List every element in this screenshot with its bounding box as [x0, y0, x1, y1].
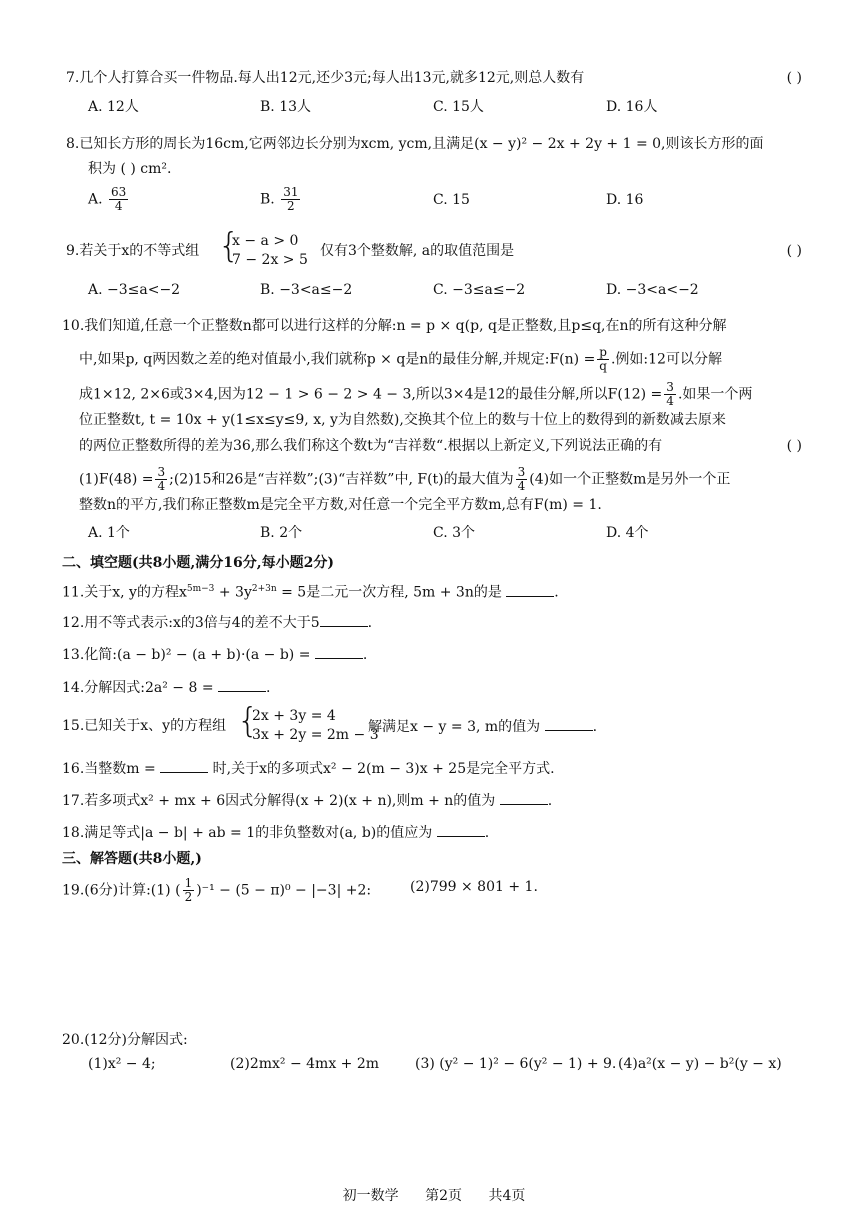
q20-part-3: (3) (y² − 1)² − 6(y² − 1) + 9.	[415, 1056, 617, 1072]
q19-text: 19.(6分)计算:(1)	[62, 882, 171, 899]
q11-exponent-x: 5m−3	[186, 584, 215, 594]
q7-option-d: D. 16人	[606, 99, 658, 115]
footer-total-pages: 共4页	[488, 1188, 526, 1204]
q10-line6-tail: (4)如一个正整数m是另外一个正	[529, 471, 731, 488]
q20-stem: 20.(12分)分解因式:	[62, 1032, 188, 1048]
q20-part-4: (4)a²(x − y) − b²(y − x)	[618, 1056, 782, 1072]
q10-line3	[79, 381, 752, 408]
q9-option-a: A. −3≤a<−2	[88, 282, 181, 298]
q12-answer-blank[interactable]	[320, 612, 368, 627]
q18	[62, 822, 489, 843]
q7-stem: 7.几个人打算合买一件物品.每人出12元,还少3元;每人出13元,就多12元,则总人数有	[66, 70, 585, 86]
q19-fraction-one-half	[183, 877, 195, 904]
fraction-denominator: 2	[184, 890, 193, 904]
q9-system-brace: {	[218, 226, 240, 266]
q9-stem-post: 仅有3个整数解, a的取值范围是	[320, 243, 515, 259]
fraction-denominator: q	[599, 359, 607, 373]
fraction-numerator: 63	[111, 185, 127, 199]
q10-line3-text: 成1×12, 2×6或3×4,因为12 − 1 > 6 − 2 > 4 − 3,所以3×4是12的最佳分解,所以F(12) =	[79, 386, 663, 403]
q10-line5: 的两位正整数所得的差为36,那么我们称这个数t为“吉祥数“.根据以上新定义,下列说法正确的有	[79, 438, 663, 454]
fraction-denominator: 4	[666, 394, 674, 408]
q10-option-b: B. 2个	[260, 525, 303, 541]
fraction-numerator: p	[599, 345, 607, 359]
q13-text: 13.化简:(a − b)² − (a + b)·(a − b) =	[62, 647, 311, 663]
q17-text: 17.若多项式x² + mx + 6因式分解得(x + 2)(x + n),则m + n的值为	[62, 793, 496, 809]
q8-option-b-label: B.	[260, 191, 275, 208]
q7-option-a: A. 12人	[88, 99, 139, 115]
q11-exponent-y: 2+3n	[251, 584, 277, 594]
q7-answer-paren: ( )	[786, 70, 802, 86]
q7-option-b: B. 13人	[260, 99, 312, 115]
q19-part2: (2)799 × 801 + 1.	[410, 879, 538, 895]
q9-stem-pre: 9.若关于x的不等式组	[66, 243, 200, 259]
q19: 19.(6分)计算:(1) ( $\frac{1}{2}$ )⁻¹ − (5 − π)⁰ − |−3| +2:	[62, 876, 372, 904]
q17	[62, 790, 552, 811]
q14-text: 14.分解因式:2a² − 8 =	[62, 680, 214, 696]
q10-line1: 10.我们知道,任意一个正整数n都可以进行这样的分解:n = p × q(p, q是正整数,且p≤q,在n的所有这种分解	[62, 318, 727, 334]
q13-answer-blank[interactable]	[315, 644, 363, 659]
fraction-denominator: 4	[114, 199, 123, 213]
q15-equation-2: 3x + 2y = 2m − 3	[252, 727, 379, 743]
q15-period: .	[592, 719, 598, 735]
q11-text-c: = 5是二元一次方程, 5m + 3n的是	[276, 584, 502, 601]
footer-page-number: 第2页	[425, 1188, 462, 1204]
q18-period: .	[484, 825, 490, 841]
q16-text: 16.当整数m =	[62, 761, 156, 777]
q19-expression: )⁻¹ − (5 − π)⁰ − |−3| +2:	[196, 882, 372, 899]
q7-option-c: C. 15人	[433, 99, 484, 115]
q16-answer-blank[interactable]	[160, 758, 208, 773]
q10-option-d: D. 4个	[606, 525, 649, 541]
q12	[62, 612, 372, 633]
section-fill-in-heading: 二、填空题(共8小题,满分16分,每小题2分)	[62, 555, 334, 571]
q15-answer-blank[interactable]	[545, 716, 593, 731]
q9-answer-paren: ( )	[786, 243, 802, 259]
q8-option-c: C. 15	[433, 192, 470, 208]
q13-period: .	[362, 647, 368, 663]
q10-fraction-p-over-q	[597, 346, 609, 373]
q15-stem-pre: 15.已知关于x、y的方程组	[62, 718, 227, 734]
q11-period: .	[554, 584, 559, 601]
q10-line2-text: 中,如果p, q两因数之差的绝对值最小,我们就称p × q是n的最佳分解,并规定:F(n) =	[79, 351, 596, 368]
q8-option-a-fraction	[109, 186, 128, 213]
q15-stem-post	[368, 716, 597, 737]
q8-option-a-label: A.	[88, 191, 103, 208]
q8-option-d: D. 16	[606, 192, 644, 208]
q14	[62, 677, 270, 698]
q10-line4: 位正整数t, t = 10x + y(1≤x≤y≤9, x, y为自然数),交换其个位上的数与十位上的数得到的新数减去原来	[79, 412, 726, 428]
q10-line2	[79, 346, 722, 373]
q20-part-2: (2)2mx² − 4mx + 2m	[230, 1056, 380, 1072]
footer-subject: 初一数学	[342, 1188, 399, 1204]
q8-option-a	[88, 186, 130, 213]
q10-line3-tail: .如果一个两	[677, 386, 753, 403]
q8-option-b	[260, 186, 302, 213]
q10-line6	[79, 466, 730, 493]
q10-fraction-b	[516, 466, 528, 493]
fraction-numerator: 3	[157, 465, 166, 479]
q9-option-d: D. −3<a<−2	[606, 282, 699, 298]
q10-option-a: A. 1个	[88, 525, 130, 541]
q15-system-brace: {	[237, 701, 259, 741]
q10-option-c: C. 3个	[433, 525, 476, 541]
q15-text: 解满足x − y = 3, m的值为	[368, 719, 541, 735]
q12-text: 12.用不等式表示:x的3倍与4的差不大于5	[62, 615, 320, 631]
q11-text: 11.关于x, y的方程x	[62, 584, 187, 601]
q9-option-c: C. −3≤a≤−2	[433, 282, 526, 298]
q10-fraction-a	[155, 466, 167, 493]
q10-fraction-3-4	[664, 381, 676, 408]
fraction-numerator: 31	[283, 185, 299, 199]
q15-equation-1: 2x + 3y = 4	[252, 708, 336, 724]
q17-period: .	[547, 793, 553, 809]
q10-line2-tail: .例如:12可以分解	[610, 351, 722, 368]
fraction-numerator: 3	[517, 465, 526, 479]
q11	[62, 579, 559, 603]
q9-inequality-2: 7 − 2x > 5	[232, 252, 308, 268]
q18-text: 18.满足等式|a − b| + ab = 1的非负整数对(a, b)的值应为	[62, 825, 433, 841]
fraction-numerator: 3	[666, 380, 674, 394]
q11-answer-blank[interactable]	[506, 582, 554, 597]
fraction-numerator: 1	[184, 876, 193, 890]
page-footer	[0, 1185, 868, 1205]
q10-line7: 整数n的平方,我们称正整数m是完全平方数,对任意一个完全平方数m,总有F(m) = 1.	[79, 497, 602, 513]
q9-inequality-1: x − a > 0	[232, 233, 299, 249]
q9-option-b: B. −3<a≤−2	[260, 282, 353, 298]
q16	[62, 758, 555, 779]
q8-option-b-fraction	[281, 186, 300, 213]
q8-stem-line2: 积为 ( ) cm².	[88, 161, 172, 177]
q12-period: .	[367, 615, 373, 631]
q8-stem-line1: 8.已知长方形的周长为16cm,它两邻边长分别为xcm, ycm,且满足(x − y)² − 2x + 2y + 1 = 0,则该长方形的面	[66, 136, 764, 152]
q10-answer-paren: ( )	[786, 438, 802, 454]
q18-answer-blank[interactable]	[437, 822, 485, 837]
q14-period: .	[266, 680, 271, 696]
section-solution-heading: 三、解答题(共8小题,)	[62, 851, 202, 867]
q10-line6-text: (1)F(48) =	[79, 471, 154, 488]
q17-answer-blank[interactable]	[500, 790, 548, 805]
q11-text-b: + 3y	[214, 584, 252, 601]
q10-line6-mid: ;(2)15和26是“吉祥数”;(3)“吉祥数”中, F(t)的最大值为	[169, 471, 514, 488]
q16-text-b: 时,关于x的多项式x² − 2(m − 3)x + 25是完全平方式.	[212, 761, 555, 777]
q20-part-1: (1)x² − 4;	[88, 1056, 156, 1072]
fraction-denominator: 4	[517, 479, 526, 493]
fraction-denominator: 4	[157, 479, 166, 493]
q14-answer-blank[interactable]	[218, 677, 266, 692]
q13	[62, 644, 367, 665]
fraction-denominator: 2	[287, 199, 295, 213]
